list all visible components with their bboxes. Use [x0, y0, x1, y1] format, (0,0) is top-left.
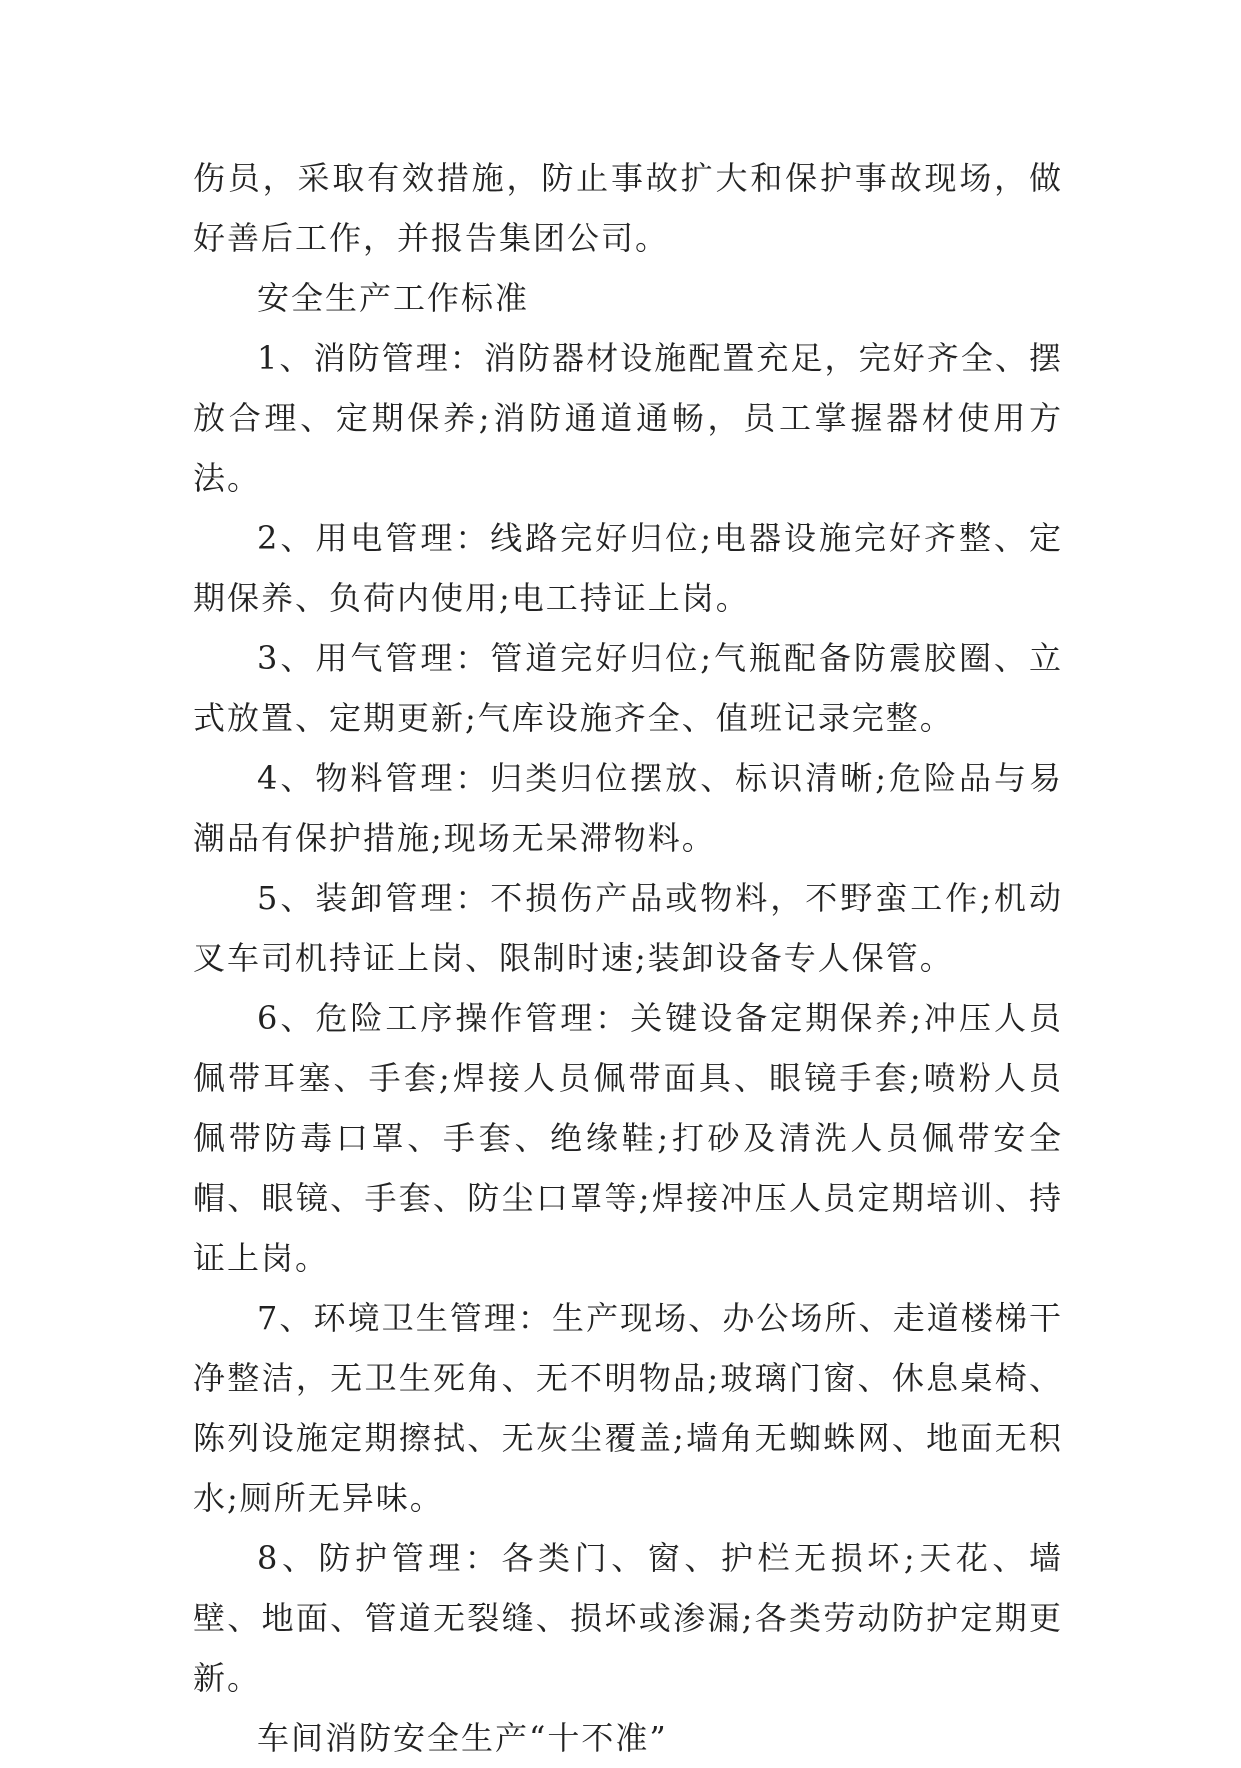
- paragraph-electricity-management: 2、用电管理：线路完好归位;电器设施完好齐整、定期保养、负荷内使用;电工持证上岗。: [193, 519, 1063, 617]
- paragraph-loading-management: 5、装卸管理：不损伤产品或物料，不野蛮工作;机动叉车司机持证上岗、限制时速;装卸设备专人保管。: [193, 879, 1063, 977]
- paragraph-gas-management: 3、用气管理：管道完好归位;气瓶配备防震胶圈、立式放置、定期更新;气库设施齐全、值班记录完整。: [193, 639, 1063, 737]
- paragraph-protection-management: 8、防护管理：各类门、窗、护栏无损坏;天花、墙壁、地面、管道无裂缝、损坏或渗漏;各类劳动防护定期更新。: [193, 1539, 1063, 1697]
- document-body: [193, 148, 1063, 1768]
- paragraph-continuation: 伤员，采取有效措施，防止事故扩大和保护事故现场，做好善后工作，并报告集团公司。: [193, 159, 1063, 257]
- paragraph-material-management: 4、物料管理：归类归位摆放、标识清晰;危险品与易潮品有保护措施;现场无呆滞物料。: [193, 759, 1063, 857]
- section-heading-safety-standards: 安全生产工作标准: [257, 279, 530, 317]
- paragraph-fire-management: 1、消防管理：消防器材设施配置充足，完好齐全、摆放合理、定期保养;消防通道通畅，员工掌握器材使用方法。: [193, 339, 1063, 497]
- section-heading-ten-prohibitions: 车间消防安全生产“十不准”: [257, 1719, 668, 1757]
- paragraph-hazardous-process-management: 6、危险工序操作管理：关键设备定期保养;冲压人员佩带耳塞、手套;焊接人员佩带面具、眼镜手套;喷粉人员佩带防毒口罩、手套、绝缘鞋;打砂及清洗人员佩带安全帽、眼镜、手套、防尘口罩等;焊接冲压人员定期培训、持证上岗。: [193, 999, 1063, 1277]
- paragraph-environment-hygiene-management: 7、环境卫生管理：生产现场、办公场所、走道楼梯干净整洁，无卫生死角、无不明物品;玻璃门窗、休息桌椅、陈列设施定期擦拭、无灰尘覆盖;墙角无蜘蛛网、地面无积水;厕所无异味。: [193, 1299, 1063, 1517]
